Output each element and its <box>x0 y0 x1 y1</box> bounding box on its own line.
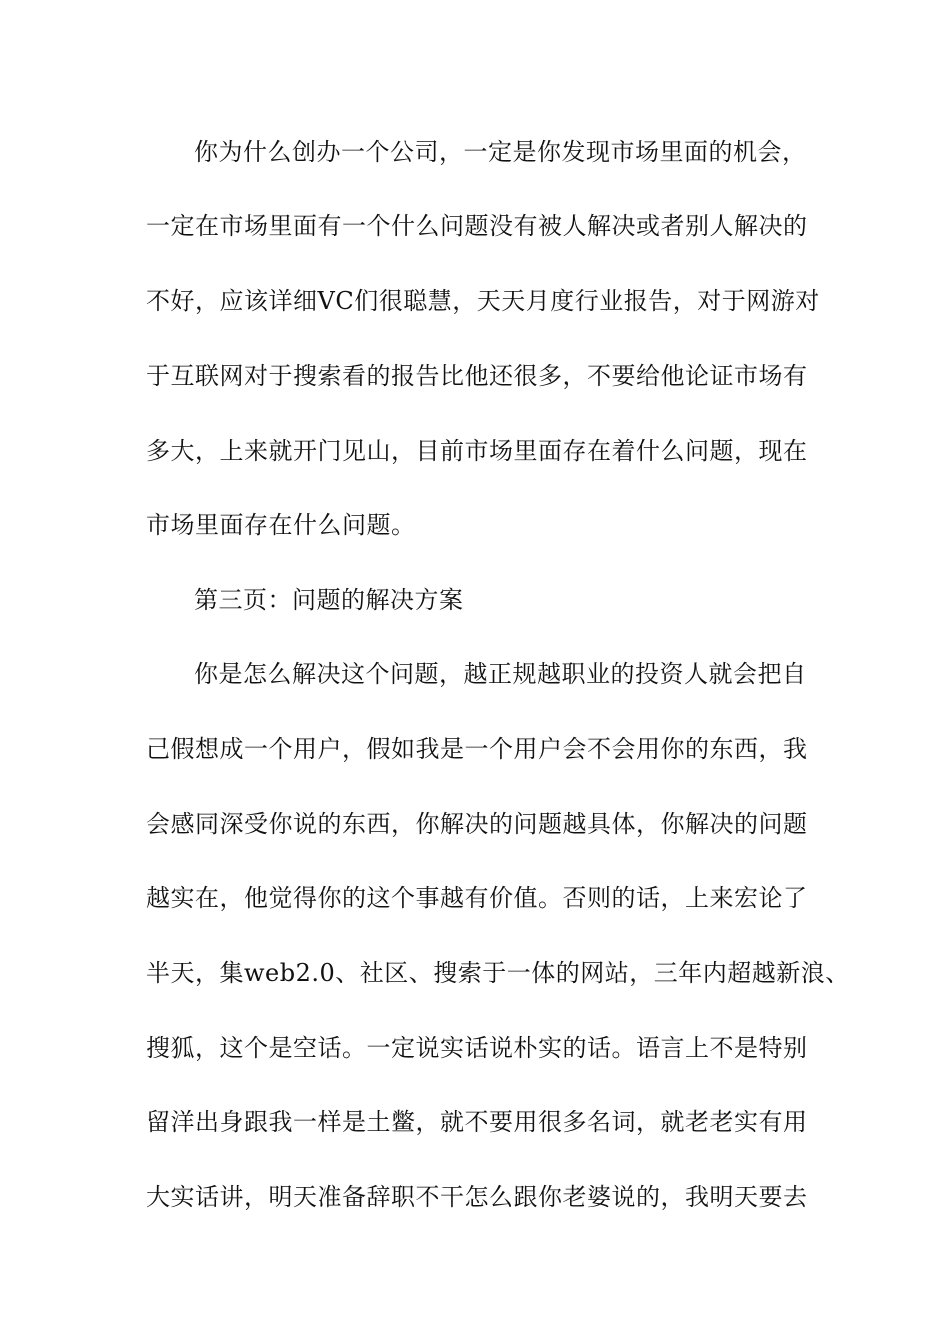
paragraph-line: 己假想成一个用户，假如我是一个用户会不会用你的东西，我 <box>146 735 808 763</box>
paragraph-line: 不好，应该详细VC们很聪慧，天天月度行业报告，对于网游对 <box>146 287 820 315</box>
paragraph-line: 留洋出身跟我一样是土鳖，就不要用很多名词，就老老实有用 <box>146 1108 808 1136</box>
paragraph-line: 多大，上来就开门见山，目前市场里面存在着什么问题，现在 <box>146 437 808 465</box>
paragraph-line: 搜狐，这个是空话。一定说实话说朴实的话。语言上不是特别 <box>146 1034 808 1062</box>
paragraph-line: 大实话讲，明天准备辞职不干怎么跟你老婆说的，我明天要去 <box>146 1183 808 1211</box>
paragraph-line: 半天，集web2.0、社区、搜索于一体的网站，三年内超越新浪、 <box>146 959 850 987</box>
paragraph-line: 你为什么创办一个公司，一定是你发现市场里面的机会， <box>194 138 807 166</box>
paragraph-line: 越实在，他觉得你的这个事越有价值。否则的话，上来宏论了 <box>146 884 808 912</box>
paragraph-line: 一定在市场里面有一个什么问题没有被人解决或者别人解决的 <box>146 212 808 240</box>
paragraph-line: 会感同深受你说的东西，你解决的问题越具体，你解决的问题 <box>146 810 808 838</box>
paragraph-line: 你是怎么解决这个问题，越正规越职业的投资人就会把自 <box>194 660 807 688</box>
section-heading: 第三页：问题的解决方案 <box>194 586 464 614</box>
paragraph-line: 于互联网对于搜索看的报告比他还很多，不要给他论证市场有 <box>146 362 808 390</box>
paragraph-line: 市场里面存在什么问题。 <box>146 511 416 539</box>
